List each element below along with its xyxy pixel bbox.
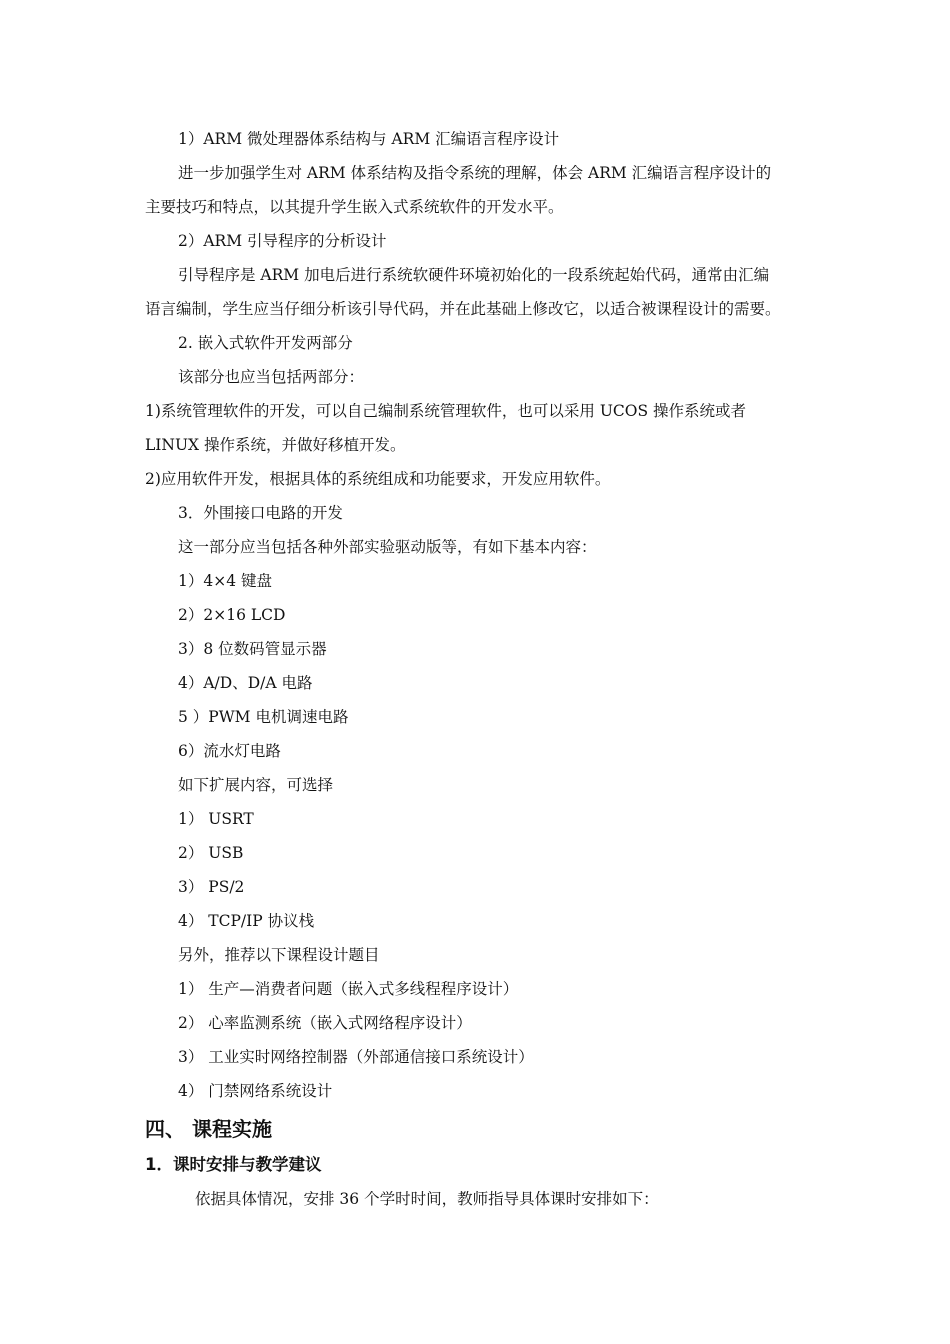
text-line: 这一部分应当包括各种外部实验驱动版等，有如下基本内容：	[178, 538, 597, 556]
body-text	[145, 122, 810, 1108]
subsection-heading: 1．课时安排与教学建议	[145, 1155, 322, 1174]
text-line: LINUX 操作系统，并做好移植开发。	[145, 436, 406, 454]
text-line: 如下扩展内容，可选择	[178, 776, 334, 794]
text-line: 4） 门禁网络系统设计	[178, 1082, 333, 1100]
text-line: 该部分也应当包括两部分：	[178, 368, 365, 386]
text-line: 3） 工业实时网络控制器（外部通信接口系统设计）	[178, 1048, 534, 1066]
text-line: 1）ARM 微处理器体系结构与 ARM 汇编语言程序设计	[178, 130, 560, 148]
text-line: 3） PS/2	[178, 878, 245, 896]
text-line: 1） 生产—消费者问题（嵌入式多线程程序设计）	[178, 980, 519, 998]
text-line: 1)系统管理软件的开发，可以自己编制系统管理软件，也可以采用 UCOS 操作系统或者	[145, 402, 747, 420]
text-line: 4） TCP/IP 协议栈	[178, 912, 315, 930]
text-line: 语言编制，学生应当仔细分析该引导代码，并在此基础上修改它，以适合被课程设计的需要。	[145, 300, 781, 318]
text-line: 2. 嵌入式软件开发两部分	[178, 334, 353, 352]
text-line: 5 ）PWM 电机调速电路	[178, 708, 349, 726]
text-line: 2）2×16 LCD	[178, 606, 286, 624]
text-line: 2)应用软件开发，根据具体的系统组成和功能要求，开发应用软件。	[145, 470, 611, 488]
text-line: 2）ARM 引导程序的分析设计	[178, 232, 387, 250]
text-line: 进一步加强学生对 ARM 体系结构及指令系统的理解，体会 ARM 汇编语言程序设计的	[178, 164, 772, 182]
text-line: 主要技巧和特点，以其提升学生嵌入式系统软件的开发水平。	[145, 198, 564, 216]
text-line: 3．外围接口电路的开发	[178, 504, 343, 522]
text-line: 1）4×4 键盘	[178, 572, 272, 590]
section-heading: 四、 课程实施	[145, 1117, 272, 1141]
text-line: 4）A/D、D/A 电路	[178, 674, 313, 692]
text-line: 2） 心率监测系统（嵌入式网络程序设计）	[178, 1014, 472, 1032]
text-line: 引导程序是 ARM 加电后进行系统软硬件环境初始化的一段系统起始代码，通常由汇编	[178, 266, 770, 284]
text-line: 3）8 位数码管显示器	[178, 640, 327, 658]
text-line: 6）流水灯电路	[178, 742, 281, 760]
text-line: 1） USRT	[178, 810, 254, 828]
text-line: 另外，推荐以下课程设计题目	[178, 946, 380, 964]
text-line: 2） USB	[178, 844, 244, 862]
paragraph-schedule: 依据具体情况，安排 36 个学时时间，教师指导具体课时安排如下：	[195, 1190, 659, 1208]
